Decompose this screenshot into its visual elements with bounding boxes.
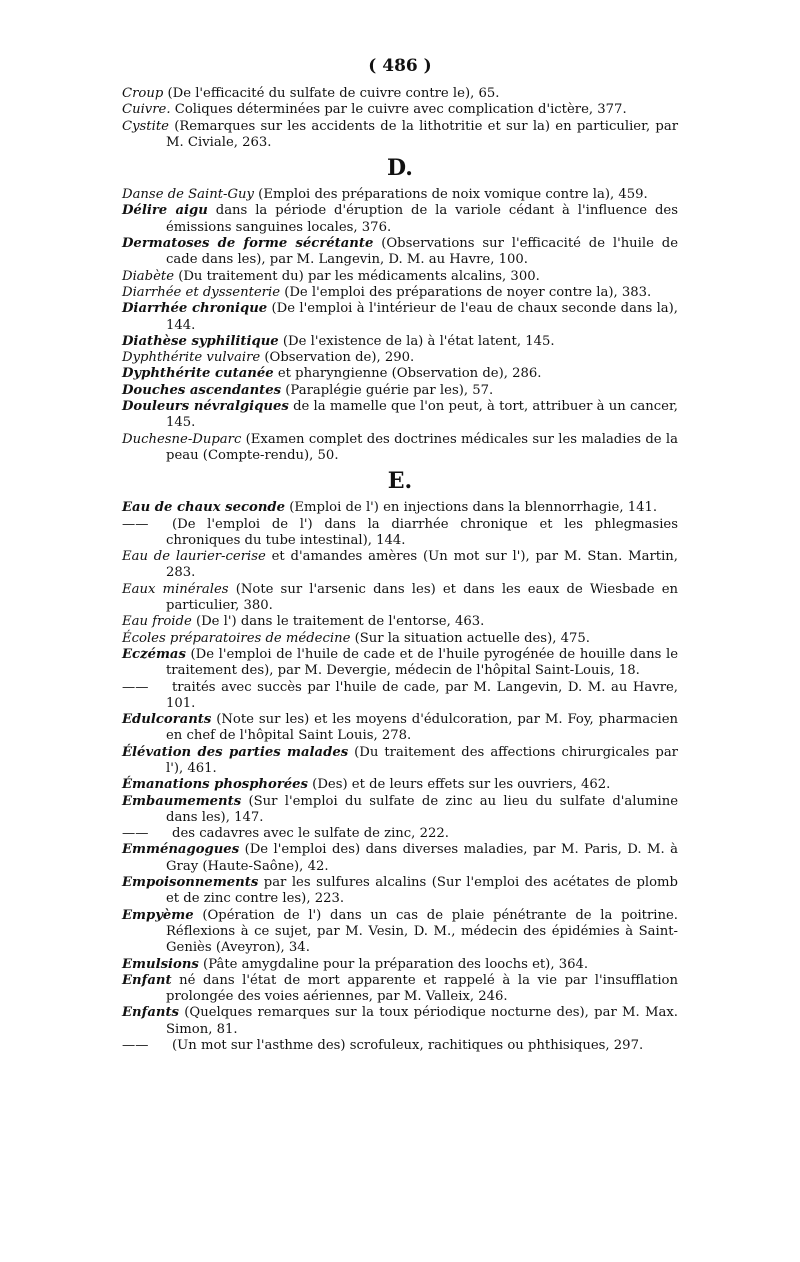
entry-text: (Des) et de leurs effets sur les ouvriers, 462. — [307, 777, 611, 793]
entry-text: (Note sur l'arsenic dans les) et dans les eaux de Wiesbade en particulier, 380. — [166, 581, 678, 614]
entry-text: (Du traitement des affections chirurgicales par l'), 461. — [166, 744, 678, 776]
index-entry — [122, 1038, 678, 1054]
index-entry — [122, 301, 678, 334]
index-entry — [122, 236, 678, 269]
entry-term: Edulcorants — [122, 712, 212, 728]
entry-text: (Quelques remarques sur la toux périodique nocturne des), par M. Max. Simon, 81. — [166, 1005, 678, 1037]
index-entry — [122, 712, 678, 745]
entry-term: Croup — [122, 86, 164, 101]
entry-term: Eau froide — [122, 614, 192, 630]
index-entry — [122, 826, 678, 842]
index-entry — [122, 432, 678, 465]
section-letter: E. — [387, 468, 413, 495]
index-entry — [122, 794, 678, 827]
index-entry — [122, 957, 678, 973]
entry-text: (Observation de), 290. — [260, 350, 415, 366]
entry-term: Dyphthérite vulvaire — [122, 350, 261, 366]
entry-text: (Examen complet des doctrines médicales sur les maladies de la peau (Compte-rendu), 50. — [166, 431, 678, 463]
entry-term: Emménagogues — [122, 842, 240, 858]
entry-text: (De l'emploi des préparations de noyer contre la), 383. — [280, 284, 652, 300]
entry-term: Empoisonnements — [122, 875, 259, 891]
index-entry — [122, 842, 678, 875]
entry-text: par les sulfures alcalins (Sur l'emploi des acétates de plomb et de zinc contre les), 223. — [166, 875, 678, 907]
entry-term: Emulsions — [122, 956, 199, 972]
entry-text: (Pâte amygdaline pour la préparation des loochs et), 364. — [198, 956, 589, 972]
entry-term: Duchesne-Duparc — [122, 431, 242, 447]
index-entry — [122, 517, 678, 550]
entry-term: Émanations phosphorées — [122, 777, 308, 793]
entry-text: (Du traitement du) par les médicaments alcalins, 300. — [174, 268, 540, 284]
index-content — [122, 86, 678, 1054]
entry-term: Diarrhée et dyssenterie — [122, 284, 281, 300]
index-entry — [122, 549, 678, 582]
repeat-dash: —— — [122, 826, 149, 842]
entry-text: de la mamelle que l'on peut, à tort, attribuer à un cancer, 145. — [166, 399, 678, 431]
entry-text: (De l') dans le traitement de l'entorse, 463. — [191, 614, 485, 630]
entry-term: Enfants — [122, 1005, 179, 1021]
entry-term: Embaumements — [122, 793, 242, 809]
entry-text: (De l'emploi à l'intérieur de l'eau de chaux seconde dans la), 144. — [166, 301, 678, 333]
entry-term: Douleurs névralgiques — [122, 399, 289, 415]
index-entry — [122, 973, 678, 1006]
entry-text: des cadavres avec le sulfate de zinc, 222. — [172, 826, 449, 842]
repeat-dash: —— — [122, 1038, 149, 1054]
entry-text: (Paraplégie guérie par les), 57. — [281, 382, 494, 398]
section-letter: D. — [387, 155, 413, 182]
page-number: ( 486 ) — [368, 56, 432, 76]
entry-term: Diarrhée chronique — [122, 301, 268, 317]
index-entry — [122, 366, 678, 382]
entry-text: (Note sur les) et les moyens d'édulcoration, par M. Foy, pharmacien en chef de l'hôpital Saint Louis, 278. — [166, 712, 678, 744]
repeat-dash: —— — [122, 516, 149, 532]
entry-term: Enfant — [122, 972, 172, 988]
index-entry — [122, 203, 678, 236]
entry-text: (De l'efficacité du sulfate de cuivre contre le), 65. — [163, 86, 500, 101]
entry-text: (Sur l'emploi du sulfate de zinc au lieu du sulfate d'alumine dans les), 147. — [166, 793, 678, 825]
entry-text: né dans l'état de mort apparente et rappelé à la vie par l'insufflation prolongée des voies aériennes, par M. Valleix, 246. — [166, 972, 678, 1005]
entry-term: Eau de chaux seconde — [122, 500, 286, 516]
entry-term: Délire aigu — [122, 203, 208, 219]
index-entry — [122, 777, 678, 793]
index-entry — [122, 187, 678, 203]
entry-text: (Sur la situation actuelle des), 475. — [350, 630, 590, 646]
index-entry — [122, 500, 678, 516]
entry-text: Coliques déterminées par le cuivre avec complication d'ictère, 377. — [170, 102, 627, 118]
index-entry — [122, 582, 678, 615]
index-entry — [122, 399, 678, 432]
index-entry — [122, 875, 678, 908]
index-entry — [122, 119, 678, 152]
entry-term: Eczémas — [122, 646, 186, 662]
repeat-dash: —— — [122, 679, 149, 695]
entry-term: Écoles préparatoires de médecine — [122, 630, 351, 646]
entry-term: Douches ascendantes — [122, 382, 282, 398]
index-entry — [122, 647, 678, 680]
entry-term: Cuivre. — [122, 102, 171, 118]
index-entry — [122, 631, 678, 647]
index-entry — [122, 350, 678, 366]
entry-term: Élévation des parties malades — [122, 744, 349, 760]
entry-text: et d'amandes amères (Un mot sur l'), par M. Stan. Martin, 283. — [166, 549, 678, 581]
entry-text: (Opération de l') dans un cas de plaie pénétrante de la poitrine. Réflexions à ce sujet, par M. Vesin, D. M., médecin des épidémies à Saint-Geniès (Aveyron), 34. — [166, 907, 678, 956]
entry-term: Danse de Saint-Guy — [122, 187, 254, 203]
entry-text: (De l'emploi de l'huile de cade et de l'huile pyrogénée de houille dans le traitement des), par M. Devergie, médecin de l'hôpital Saint-Louis, 18. — [166, 646, 678, 679]
entry-term: Dermatoses de forme sécrétante — [122, 236, 374, 252]
entry-term: Cystite — [122, 118, 169, 134]
index-entry — [122, 269, 678, 285]
index-entry — [122, 908, 678, 957]
entry-text: traités avec succès par l'huile de cade, par M. Langevin, D. M. au Havre, 101. — [166, 679, 678, 711]
entry-term: Diabète — [122, 268, 175, 284]
entry-term: Empyème — [122, 907, 194, 923]
entry-text: (Un mot sur l'asthme des) scrofuleux, rachitiques ou phthisiques, 297. — [172, 1038, 644, 1054]
index-entry — [122, 285, 678, 301]
index-entry — [122, 1005, 678, 1038]
index-entry — [122, 86, 678, 102]
entry-text: (De l'existence de la) à l'état latent, 145. — [278, 333, 555, 349]
entry-text: (Remarques sur les accidents de la lithotritie et sur la) en particulier, par M. Civiale, 263. — [166, 118, 678, 150]
entry-text: (Emploi de l') en injections dans la blennorrhagie, 141. — [285, 500, 658, 516]
index-entry — [122, 680, 678, 713]
entry-text: dans la période d'éruption de la variole cédant à l'influence des émissions sanguines locales, 376. — [166, 203, 679, 235]
entry-term: Eau de laurier-cerise — [122, 549, 266, 565]
index-entry — [122, 383, 678, 399]
entry-text: (Observations sur l'efficacité de l'huile de cade dans les), par M. Langevin, D. M. au Havre, 100. — [166, 236, 679, 268]
entry-text: (Emploi des préparations de noix vomique contre la), 459. — [253, 187, 648, 203]
entry-term: Diathèse syphilitique — [122, 333, 279, 349]
entry-text: et pharyngienne (Observation de), 286. — [273, 366, 542, 382]
entry-text: (De l'emploi des) dans diverses maladies, par M. Paris, D. M. à Gray (Haute-Saône), 42. — [166, 842, 678, 874]
index-entry — [122, 334, 678, 350]
entry-term: Eaux minérales — [122, 581, 229, 597]
index-entry — [122, 745, 678, 778]
index-entry — [122, 102, 678, 118]
entry-text: (De l'emploi de l') dans la diarrhée chronique et les phlegmasies chroniques du tube intestinal), 144. — [166, 516, 678, 548]
entry-term: Dyphthérite cutanée — [122, 366, 274, 382]
index-entry — [122, 614, 678, 630]
